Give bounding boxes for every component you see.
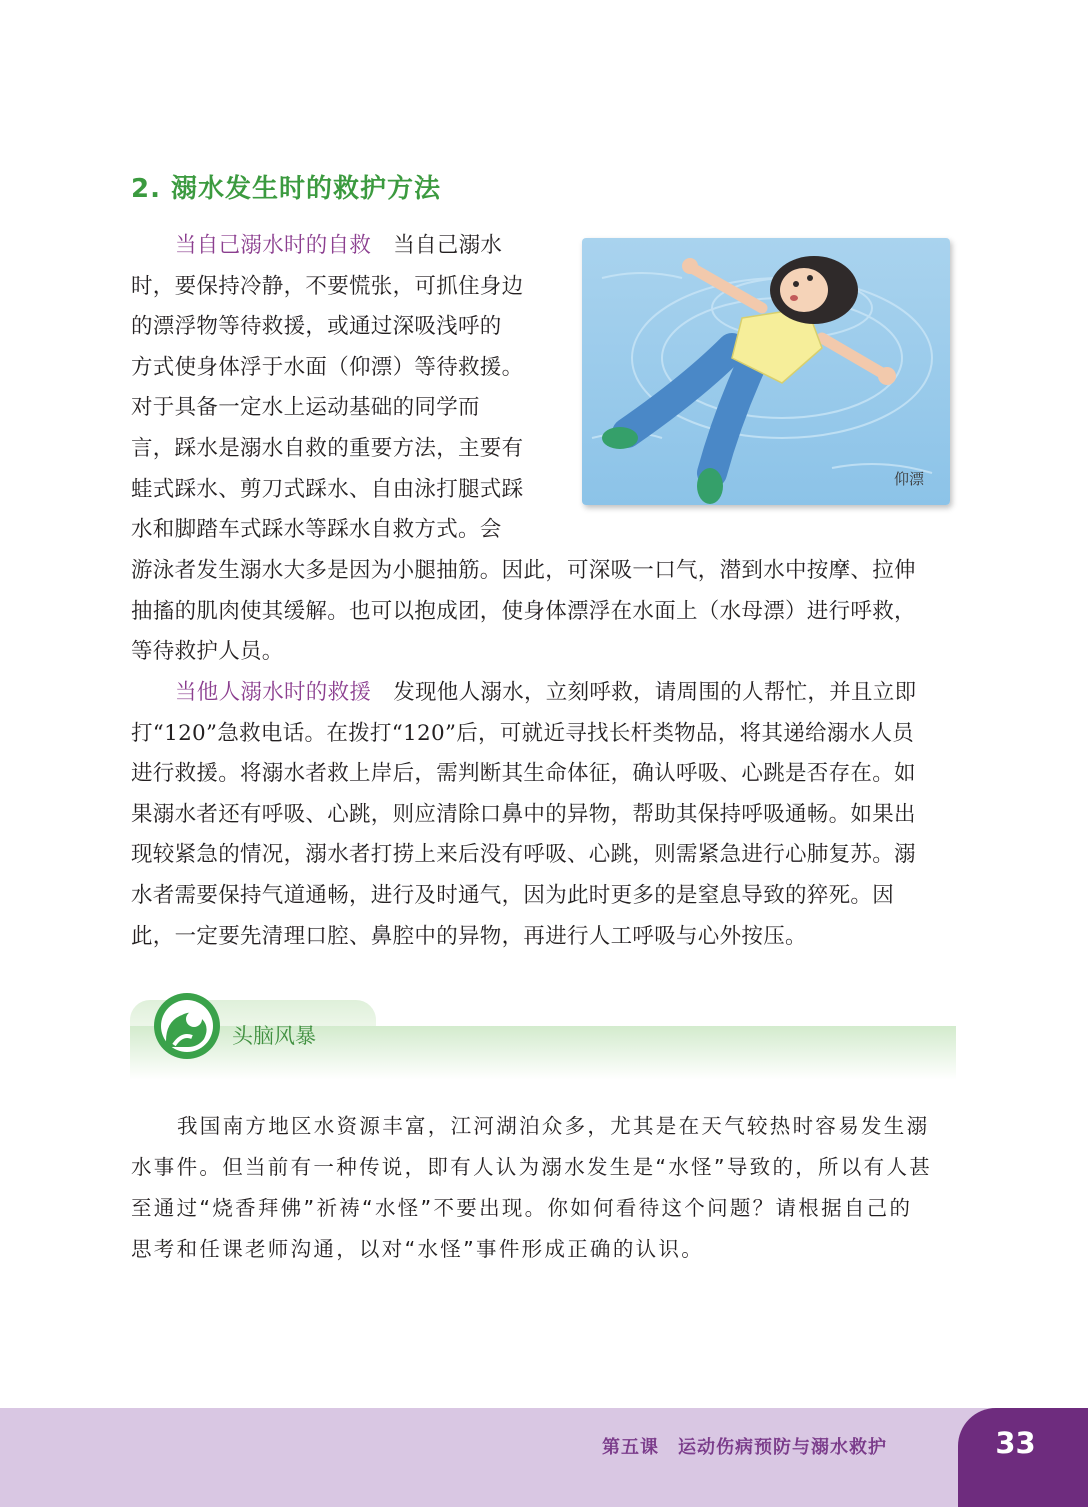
self-rescue-line: 时，要保持冷静，不要慌张，可抓住身边 [131,273,524,299]
self-rescue-line: 水和脚踏车式踩水等踩水自救方式。会 [131,517,502,543]
other-rescue-line: 现较紧急的情况，溺水者打捞上来后没有呼吸、心跳，则需紧急进行心肺复苏。溺 [131,842,916,868]
brainstorm-line: 水事件。但当前有一种传说，即有人认为溺水发生是“水怪”导致的，所以有人甚 [131,1155,933,1179]
self-rescue-line: 方式使身体浮于水面（仰漂）等待救援。 [131,354,524,380]
self-rescue-lead: 当自己溺水时的自救 [175,233,372,258]
other-rescue-line: 果溺水者还有呼吸、心跳，则应清除口鼻中的异物，帮助其保持呼吸通畅。如果出 [131,801,916,827]
brainstorm-line: 我国南方地区水资源丰富，江河湖泊众多，尤其是在天气较热时容易发生溺 [177,1114,930,1138]
self-rescue-line: 的漂浮物等待救援，或通过深吸浅呼的 [131,314,502,340]
brainstorm-line: 至通过“烧香拜佛”祈祷“水怪”不要出现。你如何看待这个问题？请根据自己的 [131,1196,913,1220]
self-rescue-line: 抽搐的肌肉使其缓解。也可以抱成团，使身体漂浮在水面上（水母漂）进行呼救， [131,598,916,624]
self-rescue-line: 游泳者发生溺水大多是因为小腿抽筋。因此，可深吸一口气，潜到水中按摩、拉伸 [131,558,916,583]
self-rescue-line: 等待救护人员。 [131,639,284,665]
self-rescue-line: 当自己溺水 [393,233,503,258]
brainstorm-header [130,996,956,1080]
other-rescue-line: 进行救援。将溺水者救上岸后，需判断其生命体征，确认呼吸、心跳是否存在。如 [131,761,916,787]
footer-band [0,1408,1088,1507]
brainstorm-label: 头脑风暴 [232,1024,316,1048]
section-title: 2. 溺水发生时的救护方法 [131,174,442,204]
other-rescue-paragraph [131,673,957,957]
self-rescue-line: 对于具备一定水上运动基础的同学而 [131,395,480,421]
figure-caption: 仰漂 [893,470,924,488]
other-rescue-line: 打“120”急救电话。在拨打“120”后，可就近寻找长杆类物品，将其递给溺水人员 [131,720,915,746]
page-number: 33 [995,1426,1036,1460]
brainstorm-head-icon [152,991,222,1061]
other-rescue-line: 此，一定要先清理口腔、鼻腔中的异物，再进行人工呼吸与心外按压。 [131,923,807,949]
self-rescue-line: 蛙式踩水、剪刀式踩水、自由泳打腿式踩 [131,476,524,502]
self-rescue-paragraph [131,226,551,551]
page-number-badge [958,1408,1088,1507]
other-rescue-line: 发现他人溺水，立刻呼救，请周围的人帮忙，并且立即 [393,680,917,705]
footer-lesson-title: 第五课 运动伤病预防与溺水救护 [602,1437,887,1458]
other-rescue-lead: 当他人溺水时的救援 [175,680,372,705]
other-rescue-line: 水者需要保持气道通畅，进行及时通气，因为此时更多的是窒息导致的猝死。因 [131,882,895,908]
floating-girl-illustration [582,238,950,505]
floating-figure [582,238,950,505]
self-rescue-paragraph-full [131,551,957,673]
brainstorm-line: 思考和任课老师沟通，以对“水怪”事件形成正确的认识。 [131,1237,705,1261]
self-rescue-line: 言，踩水是溺水自救的重要方法，主要有 [131,435,524,461]
brainstorm-paragraph [131,1106,957,1270]
